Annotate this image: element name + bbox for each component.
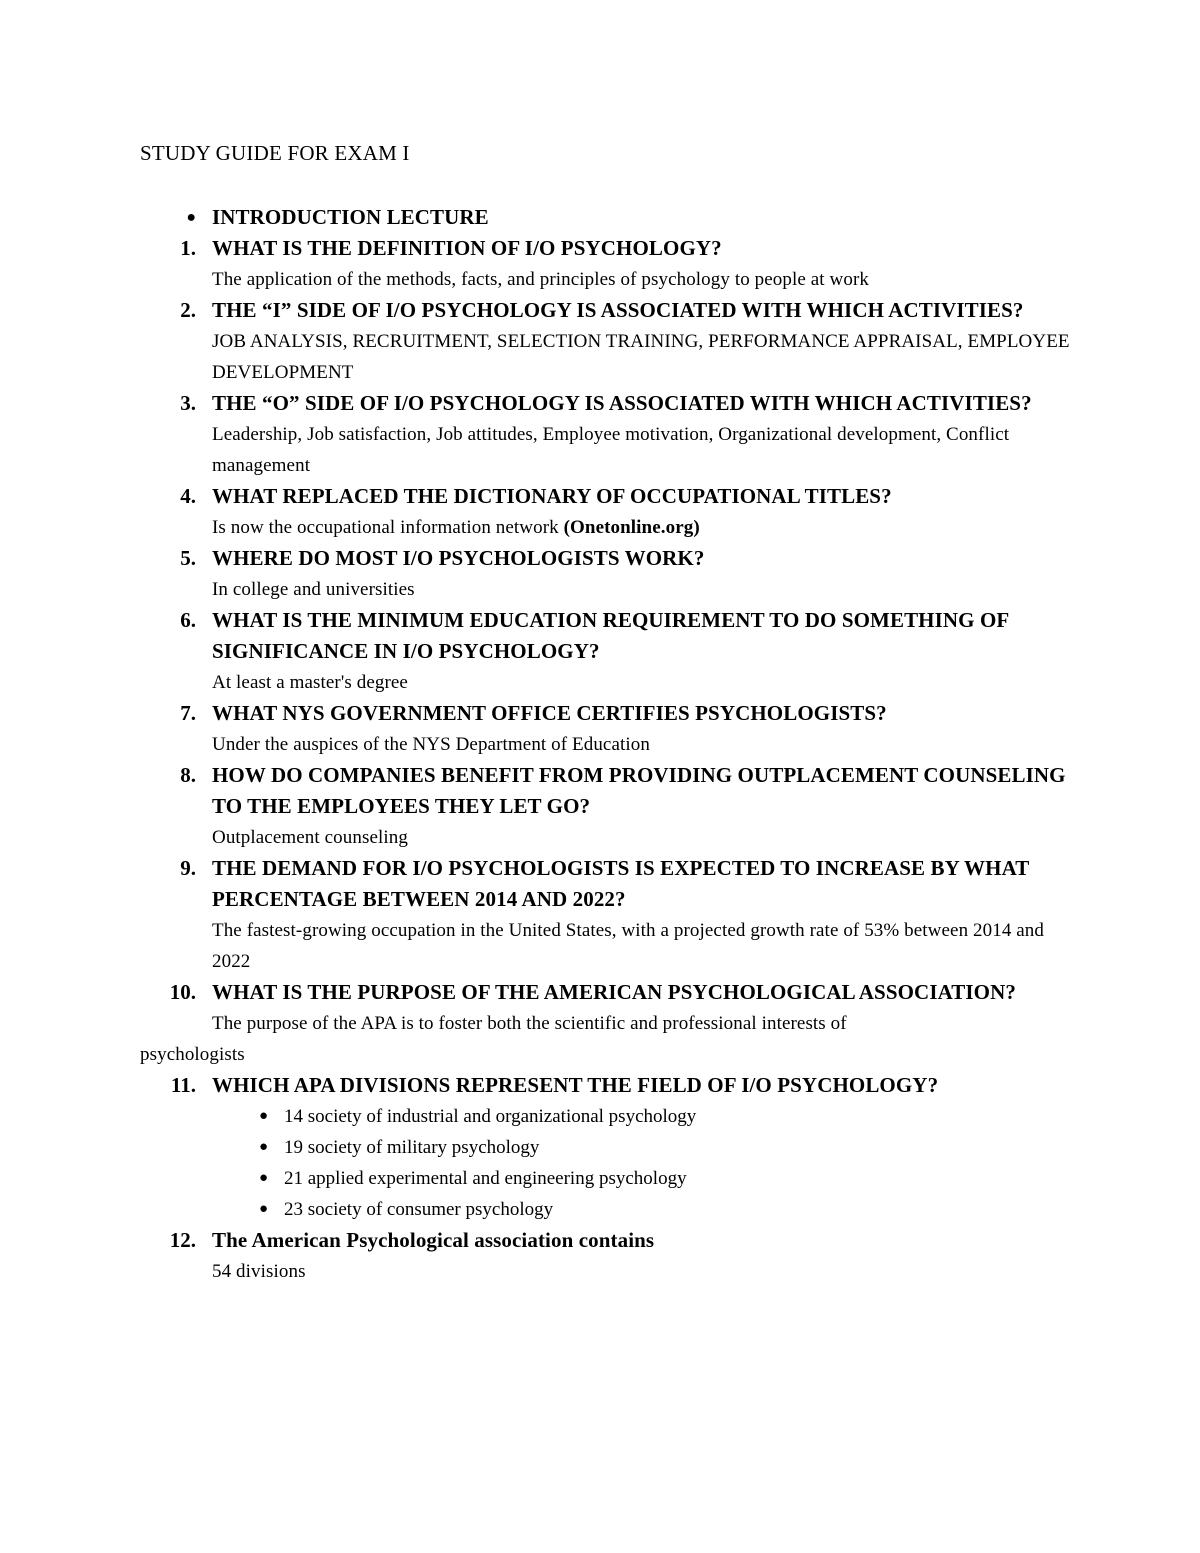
sub-list-item [212,1163,1070,1194]
list-marker: 3. [180,391,196,416]
list-marker: 11. [170,1073,196,1098]
answer-text: JOB ANALYSIS, RECRUITMENT, SELECTION TRAINING, PERFORMANCE APPRAISAL, EMPLOYEE DEVELOPMENT [212,331,1070,384]
answer-text: Outplacement counseling [212,827,408,849]
list-item [140,698,1070,760]
list-item [140,1070,1070,1225]
list-marker: 1. [180,236,196,261]
answer-text: At least a master's degree [212,672,408,694]
answer-text: In college and universities [212,579,415,601]
sub-list-item-label: 14 society of industrial and organizational psychology [284,1106,697,1128]
list-marker: 5. [180,546,196,571]
question-text: WHAT NYS GOVERNMENT OFFICE CERTIFIES PSYCHOLOGISTS? [212,701,887,726]
sub-list-item [212,1132,1070,1163]
answer-plain: Is now the occupational information network [212,517,564,539]
answer-text: The fastest-growing occupation in the United States, with a projected growth rate of 53% between 2014 and 2022 [212,920,1045,973]
list-marker: 9. [180,856,196,881]
question-text: WHICH APA DIVISIONS REPRESENT THE FIELD OF I/O PSYCHOLOGY? [212,1073,939,1098]
list-marker: 8. [180,763,196,788]
sub-list-item [212,1101,1070,1132]
answer-text: 54 divisions [212,1261,306,1283]
answer-text: Under the auspices of the NYS Department of Education [212,734,650,756]
question-text: THE DEMAND FOR I/O PSYCHOLOGISTS IS EXPECTED TO INCREASE BY WHAT PERCENTAGE BETWEEN 2014 AND 2022? [212,856,1030,912]
question-text: THE “O” SIDE OF I/O PSYCHOLOGY IS ASSOCIATED WITH WHICH ACTIVITIES? [212,391,1032,416]
study-guide-list [140,202,1070,1287]
list-item [140,853,1070,977]
list-item [140,1225,1070,1287]
question-text: WHAT IS THE DEFINITION OF I/O PSYCHOLOGY? [212,236,722,261]
list-marker: 10. [169,980,196,1005]
list-item [140,481,1070,543]
bullet-icon: ● [258,1139,268,1156]
list-marker: 6. [180,608,196,633]
question-text: WHAT IS THE PURPOSE OF THE AMERICAN PSYCHOLOGICAL ASSOCIATION? [212,980,1016,1005]
list-item [140,295,1070,388]
sub-list-item-label: 19 society of military psychology [284,1137,540,1159]
sub-list [212,1101,1070,1225]
list-item [140,233,1070,295]
answer-text: The purpose of the APA is to foster both the scientific and professional interests of [212,1013,847,1035]
list-item [140,977,1070,1070]
list-marker: 7. [180,701,196,726]
list-item [140,760,1070,853]
answer-emphasis: (Onetonline.org) [563,517,700,539]
list-item [140,605,1070,698]
list-item [140,388,1070,481]
list-marker: 4. [180,484,196,509]
list-item [140,202,1070,233]
question-text: WHERE DO MOST I/O PSYCHOLOGISTS WORK? [212,546,705,571]
bullet-icon: ● [258,1108,268,1125]
sub-list-item-label: 23 society of consumer psychology [284,1199,554,1221]
answer-text [212,512,1070,543]
bullet-icon: ● [258,1170,268,1187]
question-text: INTRODUCTION LECTURE [212,205,489,230]
bullet-icon: ● [258,1201,268,1218]
list-marker: 12. [169,1228,196,1253]
question-text: THE “I” SIDE OF I/O PSYCHOLOGY IS ASSOCIATED WITH WHICH ACTIVITIES? [212,298,1024,323]
question-text: WHAT REPLACED THE DICTIONARY OF OCCUPATIONAL TITLES? [212,484,892,509]
question-text: WHAT IS THE MINIMUM EDUCATION REQUIREMENT TO DO SOMETHING OF SIGNIFICANCE IN I/O PSYCHOLOGY? [212,608,1009,664]
answer-text: The application of the methods, facts, and principles of psychology to people at work [212,269,869,291]
question-text: HOW DO COMPANIES BENEFIT FROM PROVIDING OUTPLACEMENT COUNSELING TO THE EMPLOYEES THEY LET GO? [212,763,1066,819]
list-marker: ● [186,209,196,227]
answer-text: Leadership, Job satisfaction, Job attitudes, Employee motivation, Organizational development, Conflict management [212,424,1010,477]
question-text: The American Psychological association contains [212,1228,655,1253]
list-marker: 2. [180,298,196,323]
answer-text-continued: psychologists [140,1044,245,1066]
sub-list-item-label: 21 applied experimental and engineering psychology [284,1168,687,1190]
sub-list-item [212,1194,1070,1225]
list-item [140,543,1070,605]
page-title: STUDY GUIDE FOR EXAM I [140,141,410,165]
